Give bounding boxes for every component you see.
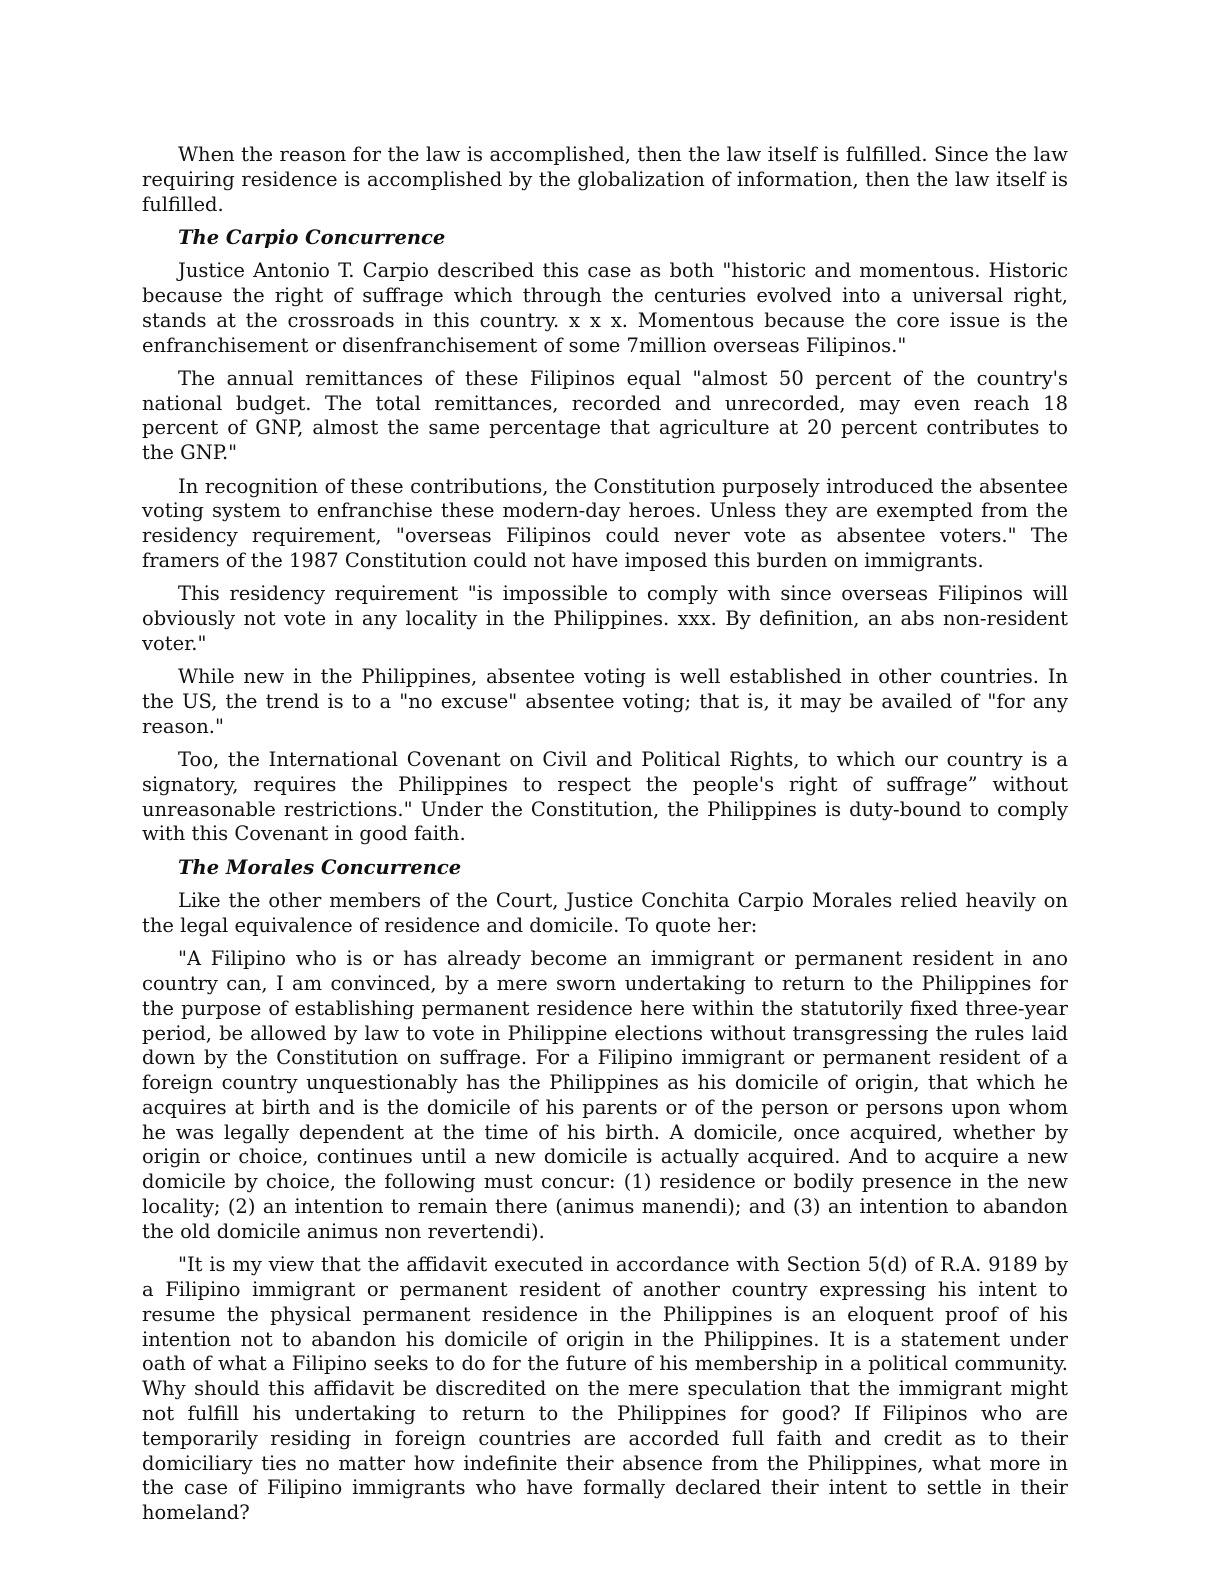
paragraph-residency-impossible: This residency requirement "is impossible to comply with since overseas Filipinos will obviously not vote in any locality in the Philippines. xxx. By definition, an abs non-resident voter." — [142, 582, 1068, 655]
document-page — [142, 143, 1068, 1534]
paragraph-absentee-system: In recognition of these contributions, the Constitution purposely introduced the absentee voting system to enfranchise these modern-day heroes. Unless they are exempted from the residency requirement, "overseas Filipinos could never vote as absentee voters." The framers of the 1987 Constitution could not have imposed this burden on immigrants. — [142, 474, 1068, 572]
paragraph-other-countries: While new in the Philippines, absentee voting is well established in other countries. In the US, the trend is to a "no excuse" absentee voting; that is, it may be availed of "for any reason." — [142, 665, 1068, 738]
paragraph-remittances: The annual remittances of these Filipinos equal "almost 50 percent of the country's national budget. The total remittances, recorded and unrecorded, may even reach 18 percent of GNP, almost the same percentage that agriculture at 20 percent contributes to the GNP." — [142, 366, 1068, 465]
paragraph-morales-quote-1: "A Filipino who is or has already become an immigrant or permanent resident in ano country can, I am convinced, by a mere sworn undertaking to return to the Philippines for the purpose of establishing permanent residence here within the statutorily fixed three-year period, be allowed by law to vote in Philippine elections without transgressing the rules laid down by the Constitution on suffrage. For a Filipino immigrant or permanent resident of a foreign country unquestionably has the Philippines as his domicile of origin, that which he acquires at birth and is the domicile of his parents or of the person or persons upon whom he was legally dependent at the time of his birth. A domicile, once acquired, whether by origin or choice, continues until a new domicile is actually acquired. And to acquire a new domicile by choice, the following must concur: (1) residence or bodily presence in the new locality; (2) an intention to remain there (animus manendi); and (3) an intention to abandon the old domicile animus non revertendi). — [142, 947, 1068, 1243]
paragraph-carpio-historic: Justice Antonio T. Carpio described this case as both "historic and momentous. Historic because the right of suffrage which through the centuries evolved into a universal right, stands at the crossroads in this country. x x x. Momentous because the core issue is the enfranchisement or disenfranchisement of some 7million overseas Filipinos." — [142, 259, 1068, 357]
paragraph-covenant: Too, the International Covenant on Civil and Political Rights, to which our country is a signatory, requires the Philippines to respect the people's right of suffrage” without unreasonable restrictions." Under the Constitution, the Philippines is duty-bound to comply with this Covenant in good faith. — [142, 748, 1068, 846]
section-heading-carpio: The Carpio Concurrence — [178, 225, 446, 249]
paragraph-morales-intro: Like the other members of the Court, Justice Conchita Carpio Morales relied heavily on the legal equivalence of residence and domicile. To quote her: — [142, 889, 1068, 937]
paragraph-law-fulfilled: When the reason for the law is accomplished, then the law itself is fulfilled. Since the law requiring residence is accomplished by the globalization of information, then the law itself is fulfilled. — [142, 143, 1068, 216]
section-heading-morales: The Morales Concurrence — [178, 855, 462, 879]
paragraph-morales-quote-2: "It is my view that the affidavit executed in accordance with Section 5(d) of R.A. 9189 by a Filipino immigrant or permanent resident of another country expressing his intent to resume the physical permanent residence in the Philippines is an eloquent proof of his intention not to abandon his domicile of origin in the Philippines. It is a statement under oath of what a Filipino seeks to do for the future of his membership in a political community. Why should this affidavit be discredited on the mere speculation that the immigrant might not fulfill his undertaking to return to the Philippines for good? If Filipinos who are temporarily residing in foreign countries are accorded full faith and credit as to their domiciliary ties no matter how indefinite their absence from the Philippines, what more in the case of Filipino immigrants who have formally declared their intent to settle in their homeland? — [142, 1253, 1068, 1525]
